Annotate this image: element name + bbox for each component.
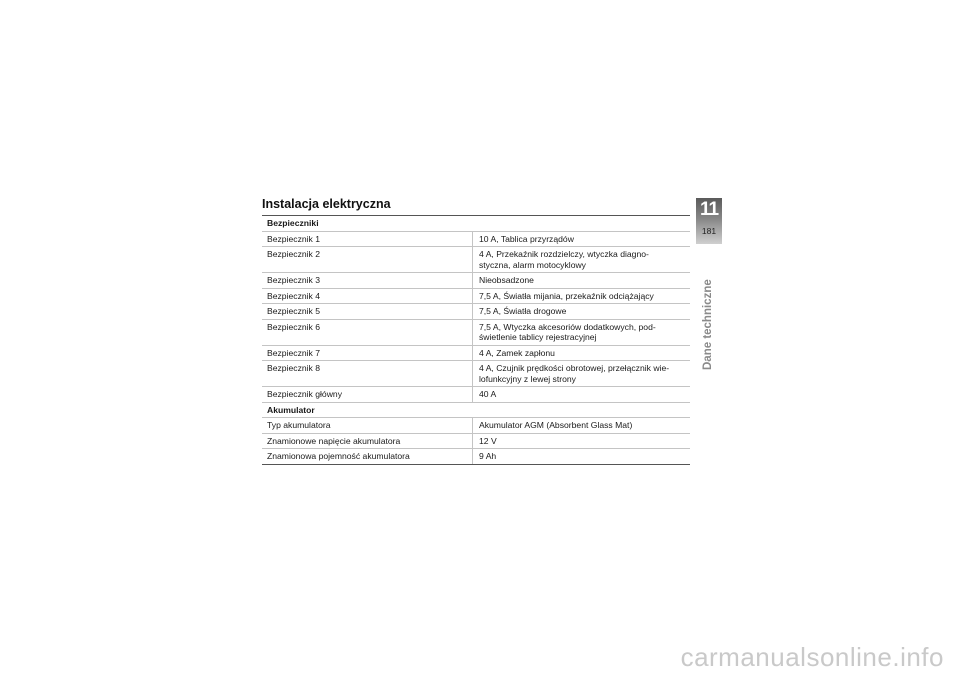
chapter-tab: [696, 198, 722, 244]
row-value: Akumulator AGM (Absorbent Glass Mat): [473, 418, 691, 434]
group-heading: Bezpieczniki: [262, 216, 690, 232]
row-label: Bezpiecznik 8: [262, 361, 473, 387]
table-row: [262, 304, 690, 320]
row-value: 7,5 A, Wtyczka akcesoriów dodatkowych, pod- świetlenie tablicy rejestracyjnej: [473, 319, 691, 345]
row-label: Bezpiecznik 7: [262, 345, 473, 361]
group-heading: Akumulator: [262, 402, 690, 418]
table-row: [262, 361, 690, 387]
row-value: 40 A: [473, 387, 691, 403]
spec-table: [262, 215, 690, 465]
table-row: [262, 247, 690, 273]
row-value: 7,5 A, Światła mijania, przekaźnik odciążający: [473, 288, 691, 304]
row-value: 12 V: [473, 433, 691, 449]
row-value: 9 Ah: [473, 449, 691, 465]
row-label: Bezpiecznik 6: [262, 319, 473, 345]
row-value: 4 A, Przekaźnik rozdzielczy, wtyczka diagno- styczna, alarm motocyklowy: [473, 247, 691, 273]
table-row: [262, 273, 690, 289]
page-number: 181: [701, 226, 717, 236]
table-row: [262, 433, 690, 449]
row-label: Znamionowe napięcie akumulatora: [262, 433, 473, 449]
row-value: 10 A, Tablica przyrządów: [473, 231, 691, 247]
row-label: Bezpiecznik 5: [262, 304, 473, 320]
table-row: [262, 387, 690, 403]
watermark: carmanualsonline.info: [680, 642, 944, 672]
row-label: Bezpiecznik główny: [262, 387, 473, 403]
chapter-name: Dane techniczne: [702, 279, 714, 370]
row-label: Typ akumulatora: [262, 418, 473, 434]
table-row: [262, 449, 690, 465]
row-value: Nieobsadzone: [473, 273, 691, 289]
row-value: 4 A, Zamek zapłonu: [473, 345, 691, 361]
table-row: [262, 418, 690, 434]
row-label: Bezpiecznik 2: [262, 247, 473, 273]
group-heading-row: [262, 402, 690, 418]
section-title: Instalacja elektryczna: [262, 197, 391, 211]
table-row: [262, 288, 690, 304]
chapter-number: 11: [699, 199, 719, 220]
row-label: Znamionowa pojemność akumulatora: [262, 449, 473, 465]
group-heading-row: [262, 216, 690, 232]
row-value: 4 A, Czujnik prędkości obrotowej, przełącznik wie- lofunkcyjny z lewej strony: [473, 361, 691, 387]
row-value: 7,5 A, Światła drogowe: [473, 304, 691, 320]
row-label: Bezpiecznik 4: [262, 288, 473, 304]
table-row: [262, 345, 690, 361]
table-row: [262, 319, 690, 345]
row-label: Bezpiecznik 3: [262, 273, 473, 289]
table-row: [262, 231, 690, 247]
row-label: Bezpiecznik 1: [262, 231, 473, 247]
